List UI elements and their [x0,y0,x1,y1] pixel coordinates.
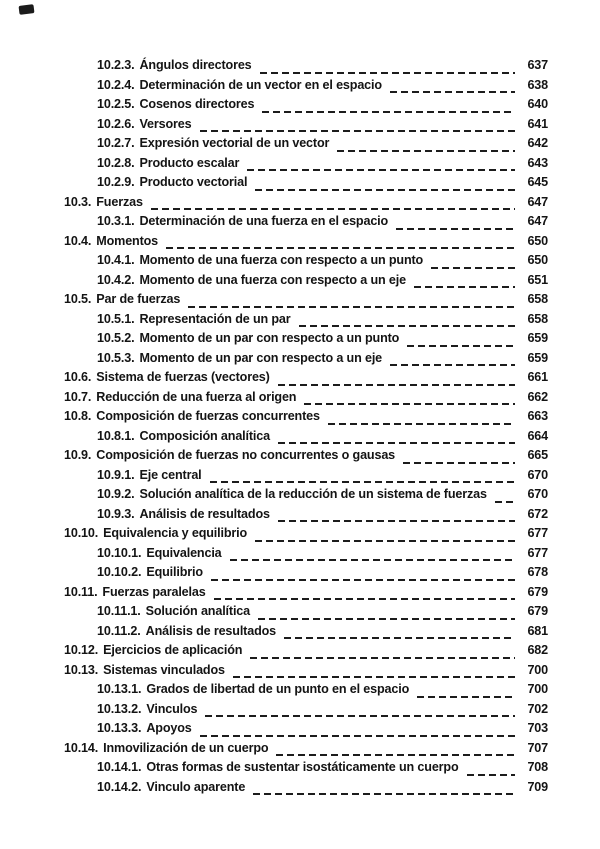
dot-leader [431,253,515,273]
toc-entry [64,507,548,527]
dot-leader [390,351,515,371]
toc-entry [64,97,548,117]
entry-number: 10.7. [64,389,92,404]
toc-entry [64,643,548,663]
toc-entry [64,721,548,741]
toc-entry [64,409,548,429]
toc-entry [64,234,548,254]
dot-leader [200,117,516,137]
entry-page: 703 [527,721,548,735]
dot-leader [414,273,515,293]
dot-leader [467,760,515,780]
dot-leader [230,546,515,566]
entry-title: Momento de un par con respecto a un eje [139,350,383,365]
dot-leader [284,624,515,644]
entry-title: Apoyos [146,721,192,735]
entry-page: 700 [527,662,548,677]
dot-leader [328,409,515,429]
dot-leader [200,721,515,741]
entry-title: Fuerzas paralelas [102,584,206,599]
entry-page: 678 [527,565,548,579]
entry-number: 10.2.9. [97,175,135,189]
dot-leader [255,175,515,195]
toc-entry [64,136,548,156]
entry-page: 641 [527,116,548,131]
dot-leader [253,780,515,800]
entry-page: 700 [527,682,548,696]
entry-number: 10.14. [64,740,99,755]
entry-page: 659 [527,331,548,345]
entry-title: Momentos [96,233,159,248]
entry-page: 651 [527,272,548,287]
toc-entry [64,760,548,780]
toc-entry [64,390,548,410]
entry-number: 10.13.2. [97,701,142,716]
dot-leader [337,136,515,156]
entry-title: Composición analítica [139,428,270,443]
entry-page: 658 [527,311,548,326]
entry-number: 10.14.2. [97,779,142,794]
entry-title: Momento de una fuerza con respecto a un eje [139,272,406,287]
entry-page: 647 [527,194,548,209]
toc-entry [64,565,548,585]
entry-page: 647 [527,214,548,228]
toc-entry [64,156,548,176]
entry-page: 661 [527,370,548,384]
entry-number: 10.14.1. [97,760,142,774]
entry-title: Grados de libertad de un punto en el espacio [146,682,410,696]
dot-leader [166,234,515,254]
entry-page: 645 [527,175,548,189]
entry-number: 10.12. [64,643,99,657]
entry-page: 642 [527,136,548,150]
entry-title: Representación de un par [139,311,291,326]
entry-title: Equivalencia y equilibrio [103,526,248,540]
entry-title: Versores [139,116,192,131]
dot-leader [211,565,515,585]
entry-title: Momento de una fuerza con respecto a un punto [139,253,424,267]
toc-entry [64,78,548,98]
toc-entry [64,448,548,468]
entry-title: Solución analítica de la reducción de un sistema de fuerzas [139,487,487,501]
dot-leader [214,585,515,605]
dot-leader [278,429,515,449]
entry-number: 10.9.3. [97,506,135,521]
entry-title: Producto escalar [139,155,240,170]
entry-title: Vinculos [146,701,198,716]
entry-number: 10.2.5. [97,97,135,111]
toc-entry [64,741,548,761]
entry-title: Determinación de una fuerza en el espacio [139,214,389,228]
entry-number: 10.13. [64,662,99,677]
entry-page: 663 [527,409,548,423]
dot-leader [210,468,515,488]
entry-number: 10.10. [64,526,99,540]
dot-leader [258,604,515,624]
dot-leader [403,448,515,468]
entry-title: Determinación de un vector en el espacio [139,77,382,92]
toc-entry [64,663,548,683]
entry-page: 670 [527,487,548,501]
entry-page: 662 [527,389,548,404]
entry-number: 10.13.1. [97,682,142,696]
toc-entry [64,370,548,390]
entry-title: Ejercicios de aplicación [103,643,243,657]
entry-number: 10.4. [64,233,92,248]
entry-title: Inmovilización de un cuerpo [103,740,269,755]
entry-page: 677 [527,545,548,560]
toc-entry [64,175,548,195]
entry-title: Análisis de resultados [145,623,277,638]
toc-entry [64,429,548,449]
entry-number: 10.9.2. [97,487,135,501]
entry-page: 707 [527,740,548,755]
entry-title: Otras formas de sustentar isostáticamente un cuerpo [146,760,459,774]
entry-title: Solución analítica [145,604,250,618]
entry-title: Reducción de una fuerza al origen [96,389,297,404]
entry-title: Ángulos directores [139,58,252,72]
entry-number: 10.11. [64,584,98,599]
entry-number: 10.2.7. [97,136,135,150]
dot-leader [304,390,515,410]
entry-number: 10.5.2. [97,331,135,345]
toc-entry [64,468,548,488]
entry-title: Momento de un par con respecto a un punto [139,331,400,345]
entry-number: 10.2.8. [97,155,135,170]
entry-number: 10.11.2. [97,623,141,638]
dot-leader [495,487,515,507]
dot-leader [396,214,515,234]
entry-title: Sistemas vinculados [103,662,225,677]
entry-number: 10.11.1. [97,604,141,618]
entry-page: 665 [527,448,548,462]
entry-page: 637 [527,58,548,72]
toc-entry [64,604,548,624]
toc-entry [64,195,548,215]
dot-leader [278,507,515,527]
dot-leader [188,292,515,312]
dot-leader [247,156,515,176]
entry-title: Sistema de fuerzas (vectores) [96,370,270,384]
entry-page: 679 [527,584,548,599]
toc-entry [64,292,548,312]
entry-number: 10.6. [64,370,92,384]
entry-number: 10.9.1. [97,467,135,482]
entry-number: 10.8.1. [97,428,135,443]
entry-page: 664 [527,428,548,443]
entry-title: Producto vectorial [139,175,248,189]
toc-entry [64,526,548,546]
entry-page: 640 [527,97,548,111]
dot-leader [262,97,515,117]
entry-number: 10.13.3. [97,721,142,735]
toc-entry [64,273,548,293]
entry-page: 650 [527,233,548,248]
toc-entry [64,780,548,800]
dot-leader [255,526,515,546]
entry-title: Par de fuerzas [96,292,181,306]
entry-page: 658 [527,292,548,306]
entry-number: 10.9. [64,448,92,462]
dot-leader [276,741,515,761]
dot-leader [233,663,515,683]
entry-title: Equivalencia [146,545,222,560]
dot-leader [278,370,515,390]
entry-number: 10.8. [64,409,92,423]
dot-leader [250,643,515,663]
entry-page: 643 [527,155,548,170]
entry-page: 708 [527,760,548,774]
entry-number: 10.4.1. [97,253,135,267]
toc-list [64,58,548,799]
entry-page: 702 [527,701,548,716]
entry-page: 677 [527,526,548,540]
entry-page: 681 [527,623,548,638]
toc-entry [64,214,548,234]
entry-title: Equilibrio [146,565,203,579]
dot-leader [417,682,515,702]
toc-entry [64,331,548,351]
entry-page: 659 [527,350,548,365]
entry-title: Vinculo aparente [146,779,246,794]
dot-leader [205,702,515,722]
toc-entry [64,117,548,137]
entry-page: 638 [527,77,548,92]
entry-title: Análisis de resultados [139,506,270,521]
toc-entry [64,682,548,702]
toc-entry [64,351,548,371]
toc-entry [64,702,548,722]
entry-number: 10.2.3. [97,58,135,72]
dot-leader [390,78,515,98]
entry-number: 10.5.1. [97,311,135,326]
dot-leader [407,331,515,351]
entry-title: Eje central [139,467,202,482]
entry-number: 10.10.1. [97,545,142,560]
entry-page: 682 [527,643,548,657]
entry-page: 679 [527,604,548,618]
entry-page: 672 [527,506,548,521]
dot-leader [260,58,515,78]
entry-title: Fuerzas [96,194,143,209]
entry-title: Composición de fuerzas no concurrentes o gausas [96,448,396,462]
toc-entry [64,487,548,507]
toc-entry [64,546,548,566]
entry-page: 650 [527,253,548,267]
entry-number: 10.3. [64,194,92,209]
dot-leader [299,312,515,332]
dot-leader [151,195,515,215]
toc-entry [64,312,548,332]
toc-entry [64,58,548,78]
entry-title: Expresión vectorial de un vector [139,136,330,150]
toc-entry [64,585,548,605]
entry-number: 10.2.4. [97,77,135,92]
toc-entry [64,624,548,644]
entry-page: 670 [527,467,548,482]
entry-page: 709 [527,779,548,794]
entry-number: 10.10.2. [97,565,142,579]
entry-number: 10.5.3. [97,350,135,365]
scan-artifact [19,4,35,15]
entry-number: 10.5. [64,292,92,306]
entry-number: 10.2.6. [97,116,135,131]
entry-title: Cosenos directores [139,97,255,111]
entry-number: 10.3.1. [97,214,135,228]
toc-entry [64,253,548,273]
entry-number: 10.4.2. [97,272,135,287]
entry-title: Composición de fuerzas concurrentes [96,409,320,423]
